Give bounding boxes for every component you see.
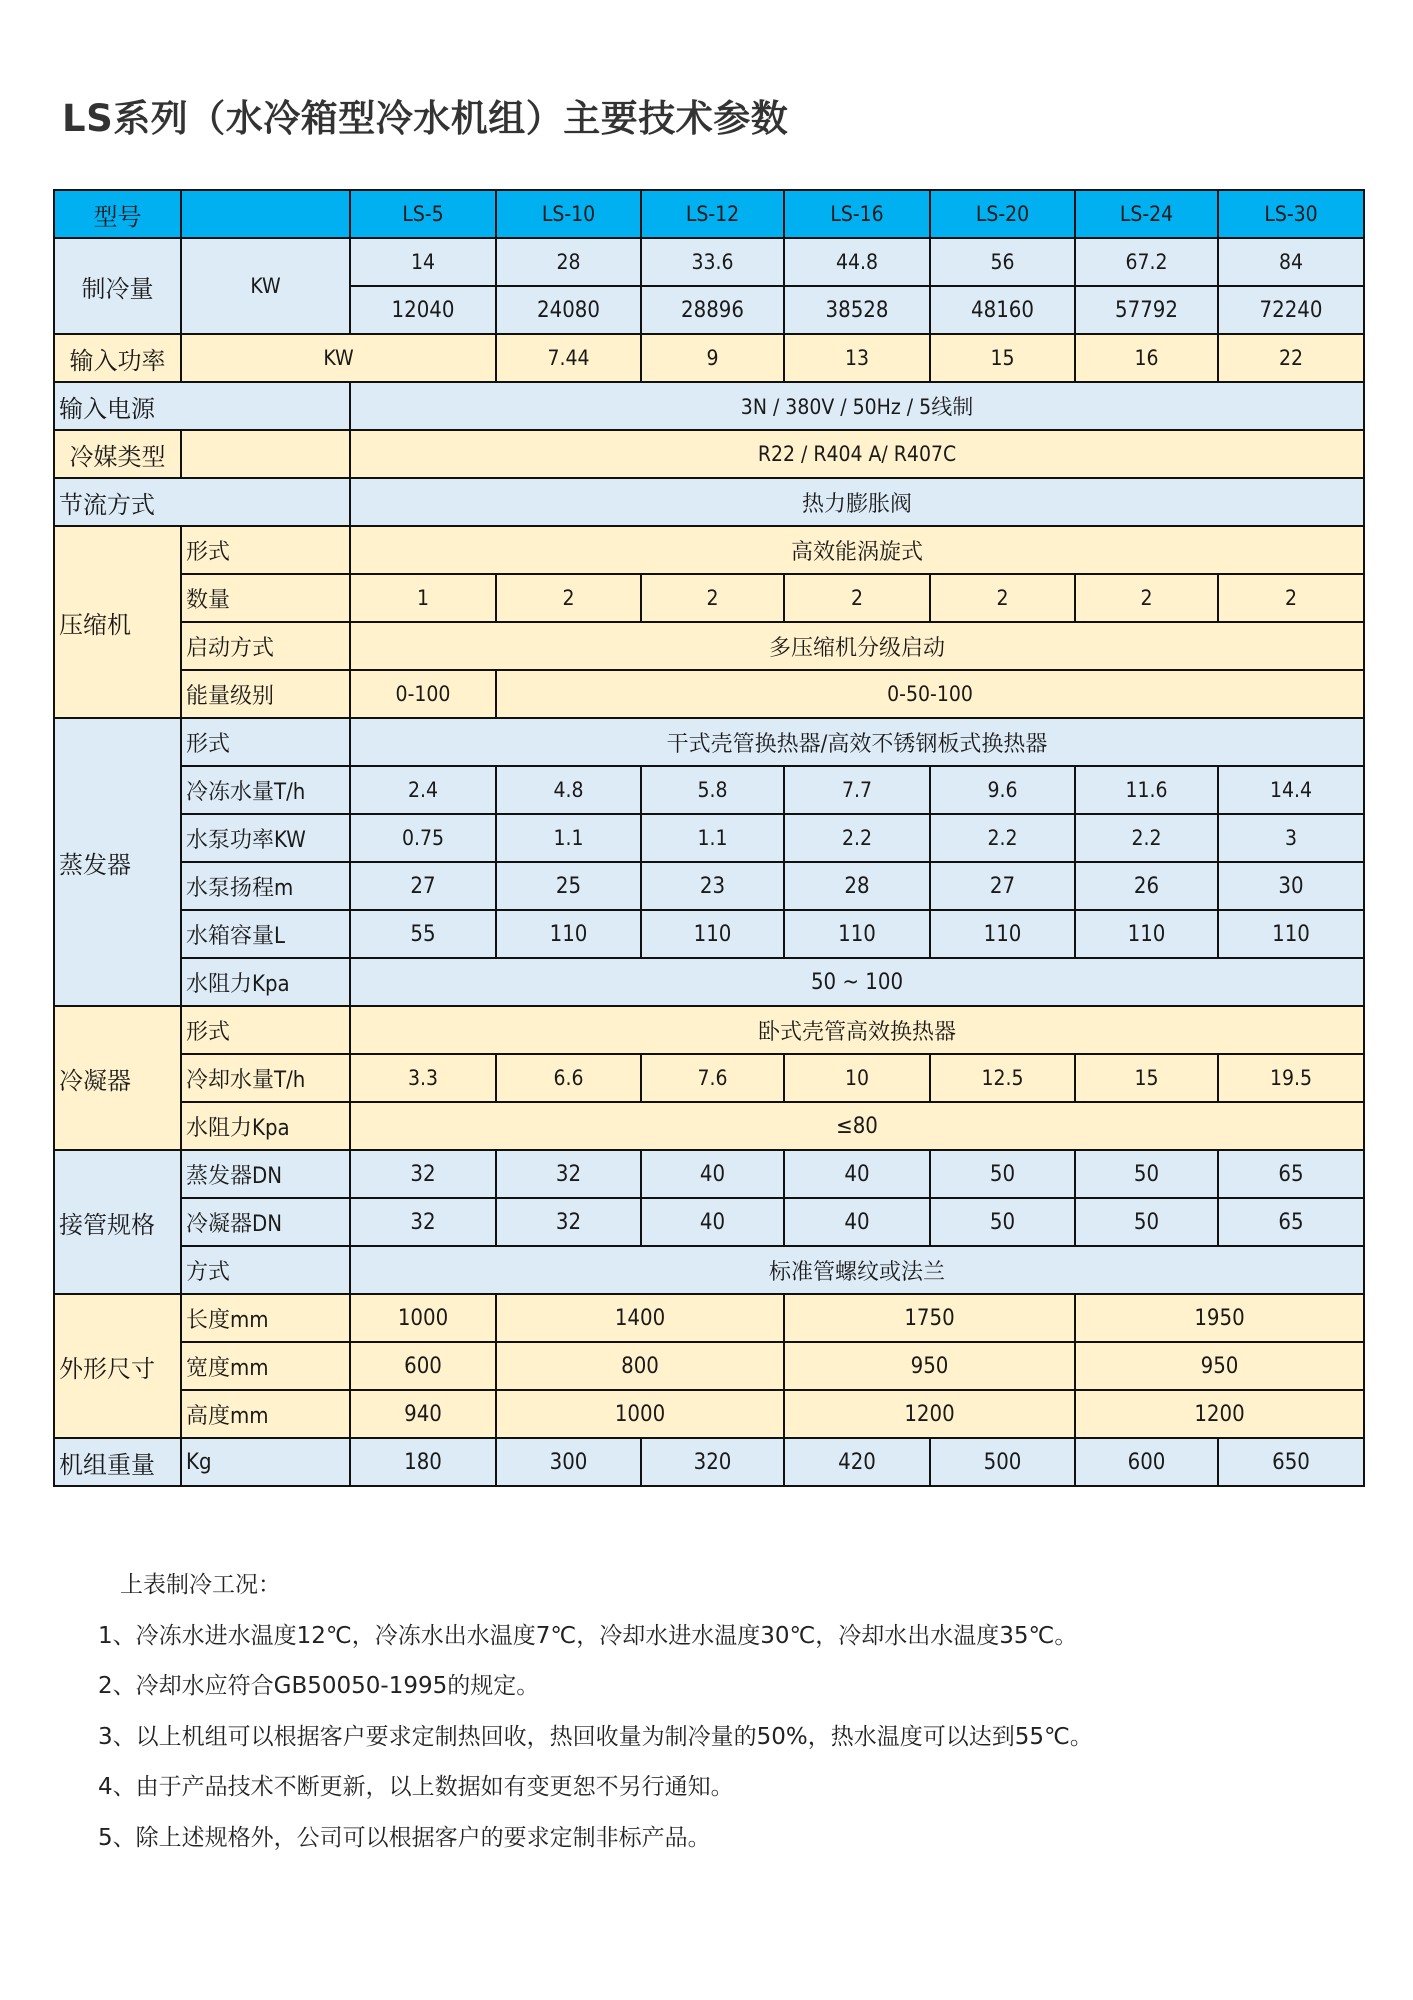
cell: 10 [784, 1054, 930, 1102]
pump-power-label: 水泵功率KW [181, 814, 350, 862]
pipe-method-value: 标准管螺纹或法兰 [350, 1246, 1364, 1294]
cell: 15 [1075, 1054, 1218, 1102]
cell: 65 [1218, 1150, 1364, 1198]
chilled-water-label: 冷冻水量T/h [181, 766, 350, 814]
cell: 500 [930, 1438, 1075, 1486]
cell: 40 [784, 1150, 930, 1198]
cell: 2 [784, 574, 930, 622]
refrigerant-value: R22 / R404 A/ R407C [350, 430, 1364, 478]
model-cell: LS-10 [496, 190, 641, 238]
cell: 57792 [1075, 286, 1218, 334]
model-cell: LS-5 [350, 190, 496, 238]
model-cell: LS-16 [784, 190, 930, 238]
note-item: 4、由于产品技术不断更新，以上数据如有变更恕不另行通知。 [98, 1774, 734, 1800]
compressor-level-row [54, 670, 1364, 718]
condenser-label: 冷凝器 [54, 1006, 181, 1150]
cooling-water-label: 冷却水量T/h [181, 1054, 350, 1102]
cell: 1750 [784, 1294, 1075, 1342]
cell: 2.4 [350, 766, 496, 814]
cell: 1200 [784, 1390, 1075, 1438]
input-power-row [54, 334, 1364, 382]
cell: 0-100 [350, 670, 496, 718]
cell: 32 [350, 1198, 496, 1246]
cell: 1200 [1075, 1390, 1364, 1438]
cell: 0-50-100 [496, 670, 1364, 718]
cell: 950 [784, 1342, 1075, 1390]
width-label: 宽度mm [181, 1342, 350, 1390]
cell: 32 [496, 1198, 641, 1246]
input-power-label: 输入功率 [54, 334, 181, 382]
cell: 50 [930, 1198, 1075, 1246]
cell: 84 [1218, 238, 1364, 286]
pipe-evap-row [54, 1150, 1364, 1198]
tank-label: 水箱容量L [181, 910, 350, 958]
compressor-start-value: 多压缩机分级启动 [350, 622, 1364, 670]
weight-row [54, 1438, 1364, 1486]
cell: 2 [1075, 574, 1218, 622]
cell: 1000 [496, 1390, 784, 1438]
cell: 27 [350, 862, 496, 910]
pipe-method-label: 方式 [181, 1246, 350, 1294]
chilled-water-row [54, 766, 1364, 814]
cell: 1.1 [496, 814, 641, 862]
cell: 110 [496, 910, 641, 958]
cell: 1950 [1075, 1294, 1364, 1342]
cell: 30 [1218, 862, 1364, 910]
cell: 2.2 [1075, 814, 1218, 862]
cell: 50 [1075, 1150, 1218, 1198]
refrigerant-blank [181, 430, 350, 478]
cell: 4.8 [496, 766, 641, 814]
cell: 28 [784, 862, 930, 910]
cell: 2.2 [784, 814, 930, 862]
compressor-type-label: 形式 [181, 526, 350, 574]
cell: 19.5 [1218, 1054, 1364, 1102]
compressor-label: 压缩机 [54, 526, 181, 718]
tank-row [54, 910, 1364, 958]
notes-intro: 上表制冷工况： [120, 1572, 281, 1598]
cell: 16 [1075, 334, 1218, 382]
power-supply-value: 3N / 380V / 50Hz / 5线制 [350, 382, 1364, 430]
cond-resistance-label: 水阻力Kpa [181, 1102, 350, 1150]
cell: 25 [496, 862, 641, 910]
evaporator-type-label: 形式 [181, 718, 350, 766]
cond-resistance-value: ≤80 [350, 1102, 1364, 1150]
cell: 26 [1075, 862, 1218, 910]
notes [98, 1560, 1093, 1863]
cell: 1 [350, 574, 496, 622]
length-label: 长度mm [181, 1294, 350, 1342]
cell: 110 [1218, 910, 1364, 958]
cell: 65 [1218, 1198, 1364, 1246]
cell: 180 [350, 1438, 496, 1486]
cell: 27 [930, 862, 1075, 910]
condenser-type-value: 卧式壳管高效换热器 [350, 1006, 1364, 1054]
cooling-label: 制冷量 [54, 238, 181, 334]
model-cell: LS-30 [1218, 190, 1364, 238]
cell: 650 [1218, 1438, 1364, 1486]
cell: 7.6 [641, 1054, 784, 1102]
compressor-start-row [54, 622, 1364, 670]
cell: 110 [784, 910, 930, 958]
compressor-level-label: 能量级别 [181, 670, 350, 718]
cell: 1.1 [641, 814, 784, 862]
evaporator-label: 蒸发器 [54, 718, 181, 1006]
cell: 600 [1075, 1438, 1218, 1486]
cell: 44.8 [784, 238, 930, 286]
cooling-unit: KW [181, 238, 350, 334]
cell: 40 [641, 1198, 784, 1246]
cell: 12040 [350, 286, 496, 334]
cell: 800 [496, 1342, 784, 1390]
cell: 14 [350, 238, 496, 286]
pump-power-row [54, 814, 1364, 862]
cell: 48160 [930, 286, 1075, 334]
cell: 2 [641, 574, 784, 622]
model-label: 型号 [54, 190, 181, 238]
cell: 9.6 [930, 766, 1075, 814]
pump-head-label: 水泵扬程m [181, 862, 350, 910]
pump-head-row [54, 862, 1364, 910]
power-supply-row [54, 382, 1364, 430]
cell: 50 [1075, 1198, 1218, 1246]
cell: 28896 [641, 286, 784, 334]
header-blank [181, 190, 350, 238]
model-cell: LS-12 [641, 190, 784, 238]
cell: 40 [641, 1150, 784, 1198]
height-row [54, 1390, 1364, 1438]
cooling-water-row [54, 1054, 1364, 1102]
cell: 33.6 [641, 238, 784, 286]
evap-resistance-row [54, 958, 1364, 1006]
throttle-label: 节流方式 [54, 478, 350, 526]
cell: 940 [350, 1390, 496, 1438]
cell: 55 [350, 910, 496, 958]
cell: 110 [641, 910, 784, 958]
refrigerant-row [54, 430, 1364, 478]
throttle-row [54, 478, 1364, 526]
cell: 32 [496, 1150, 641, 1198]
page-title: LS系列（水冷箱型冷水机组）主要技术参数 [62, 97, 789, 140]
cell: 24080 [496, 286, 641, 334]
cell: 3.3 [350, 1054, 496, 1102]
cell: 7.7 [784, 766, 930, 814]
cell: 7.44 [496, 334, 641, 382]
cell: 32 [350, 1150, 496, 1198]
cell: 56 [930, 238, 1075, 286]
pipe-cond-label: 冷凝器DN [181, 1198, 350, 1246]
cell: 23 [641, 862, 784, 910]
pipe-evap-label: 蒸发器DN [181, 1150, 350, 1198]
cell: 15 [930, 334, 1075, 382]
cell: 110 [930, 910, 1075, 958]
cell: 300 [496, 1438, 641, 1486]
cell: 11.6 [1075, 766, 1218, 814]
cell: 2.2 [930, 814, 1075, 862]
cell: 2 [930, 574, 1075, 622]
refrigerant-label: 冷媒类型 [54, 430, 181, 478]
cell: 28 [496, 238, 641, 286]
cell: 0.75 [350, 814, 496, 862]
cell: 72240 [1218, 286, 1364, 334]
cell: 67.2 [1075, 238, 1218, 286]
cell: 9 [641, 334, 784, 382]
compressor-qty-row [54, 574, 1364, 622]
condenser-type-label: 形式 [181, 1006, 350, 1054]
cell: 1400 [496, 1294, 784, 1342]
cell: 1000 [350, 1294, 496, 1342]
cond-resistance-row [54, 1102, 1364, 1150]
evap-resistance-value: 50 ~ 100 [350, 958, 1364, 1006]
note-item: 5、除上述规格外，公司可以根据客户的要求定制非标产品。 [98, 1824, 711, 1851]
compressor-type-row [54, 526, 1364, 574]
model-cell: LS-20 [930, 190, 1075, 238]
cell: 5.8 [641, 766, 784, 814]
piping-label: 接管规格 [54, 1150, 181, 1294]
cell: 320 [641, 1438, 784, 1486]
weight-unit: Kg [181, 1438, 350, 1486]
width-row [54, 1342, 1364, 1390]
cooling-row-kw [54, 238, 1364, 286]
condenser-type-row [54, 1006, 1364, 1054]
power-supply-label: 输入电源 [54, 382, 350, 430]
note-item: 1、冷冻水进水温度12℃，冷冻水出水温度7℃，冷却水进水温度30℃，冷却水出水温度35℃。 [98, 1622, 1078, 1649]
cell: 6.6 [496, 1054, 641, 1102]
model-cell: LS-24 [1075, 190, 1218, 238]
cell: 38528 [784, 286, 930, 334]
cell: 2 [1218, 574, 1364, 622]
pipe-method-row [54, 1246, 1364, 1294]
compressor-start-label: 启动方式 [181, 622, 350, 670]
cell: 420 [784, 1438, 930, 1486]
input-power-unit: KW [181, 334, 496, 382]
cell: 13 [784, 334, 930, 382]
dimensions-label: 外形尺寸 [54, 1294, 181, 1438]
pipe-cond-row [54, 1198, 1364, 1246]
compressor-qty-label: 数量 [181, 574, 350, 622]
evap-resistance-label: 水阻力Kpa [181, 958, 350, 1006]
cell: 600 [350, 1342, 496, 1390]
cell: 3 [1218, 814, 1364, 862]
evaporator-type-row [54, 718, 1364, 766]
note-item: 2、冷却水应符合GB50050-1995的规定。 [98, 1673, 540, 1699]
throttle-value: 热力膨胀阀 [350, 478, 1364, 526]
header-row [54, 190, 1364, 238]
weight-label: 机组重量 [54, 1438, 181, 1486]
cell: 950 [1075, 1342, 1364, 1390]
note-item: 3、以上机组可以根据客户要求定制热回收，热回收量为制冷量的50%，热水温度可以达到55℃。 [98, 1723, 1093, 1750]
cell: 50 [930, 1150, 1075, 1198]
height-label: 高度mm [181, 1390, 350, 1438]
cell: 22 [1218, 334, 1364, 382]
length-row [54, 1294, 1364, 1342]
cell: 14.4 [1218, 766, 1364, 814]
compressor-type-value: 高效能涡旋式 [350, 526, 1364, 574]
spec-table [53, 189, 1365, 1487]
cell: 12.5 [930, 1054, 1075, 1102]
cell: 2 [496, 574, 641, 622]
cell: 110 [1075, 910, 1218, 958]
evaporator-type-value: 干式壳管换热器/高效不锈钢板式换热器 [350, 718, 1364, 766]
cell: 40 [784, 1198, 930, 1246]
